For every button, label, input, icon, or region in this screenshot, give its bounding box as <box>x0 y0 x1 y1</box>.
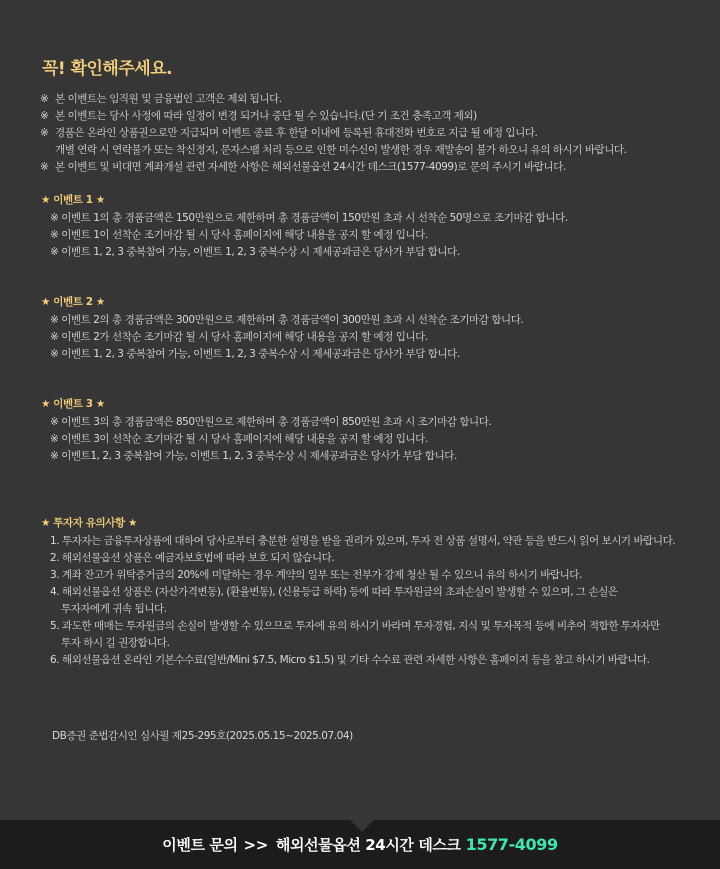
investor-notice-line: 2. 해외선물옵션 상품은 예금자보호법에 따라 보호 되지 않습니다. <box>50 552 335 564</box>
event-3-title: ★ 이벤트 3 ★ <box>41 398 105 410</box>
investor-notice-section <box>41 515 711 669</box>
notice-text: 개별 연락 시 연락불가 또는 착신정지, 문자스팸 처리 등으로 인한 미수신이 발생한 경우 재발송이 불가 하오니 유의 하시기 바랍니다. <box>55 144 627 156</box>
investor-notice-title: ★ 투자자 유의사항 ★ <box>41 517 137 529</box>
event-1-section <box>41 192 711 261</box>
notice-text: 경품은 온라인 상품권으로만 지급되며 이벤트 종료 후 한달 이내에 등록된 휴대전화 번호로 지급 될 예정 입니다. <box>55 127 538 139</box>
event-1-line: ※ 이벤트 1의 총 경품금액은 150만원으로 제한하며 총 경품금액이 150만원 초과 시 선착순 50명으로 조기마감 합니다. <box>50 212 568 224</box>
phone-number-link[interactable]: 1577-4099 <box>465 835 558 854</box>
reference-mark: ※ <box>40 110 49 122</box>
notch-pointer-icon <box>350 820 374 832</box>
investor-notice-line: 1. 투자자는 금융투자상품에 대하여 당사로부터 충분한 설명을 받을 권리가 있으며, 투자 전 상품 설명서, 약관 등을 반드시 읽어 보시기 바랍니다. <box>50 535 676 547</box>
event-3-line: ※ 이벤트1, 2, 3 중복참여 가능, 이벤트 1, 2, 3 중복수상 시 제세공과금은 당사가 부담 합니다. <box>50 450 457 462</box>
double-chevron-icon: >> <box>243 835 268 854</box>
investor-notice-line: 4. 해외선물옵션 상품은 (자산가격변동), (환율변동), (신용등급 하락) 등에 따라 투자원금의 초과손실이 발생할 수 있으며, 그 손실은 <box>50 586 618 598</box>
event-2-line: ※ 이벤트 2가 선착순 조기마감 될 시 당사 홈페이지에 해당 내용을 공지 할 예정 입니다. <box>50 331 428 343</box>
investor-notice-line-continued: 투자자에게 귀속 됩니다. <box>61 603 167 615</box>
event-3-line: ※ 이벤트 3이 선착순 조기마감 될 시 당사 홈페이지에 해당 내용을 공지 할 예정 입니다. <box>50 433 428 445</box>
event-2-line: ※ 이벤트 1, 2, 3 중복참여 가능, 이벤트 1, 2, 3 중복수상 시 제세공과금은 당사가 부담 합니다. <box>50 348 460 360</box>
notice-list <box>40 91 710 176</box>
investor-notice-line: 5. 과도한 매매는 투자원금의 손실이 발생할 수 있으므로 투자에 유의 하시기 바라며 투자경험, 지식 및 투자목적 등에 비추어 적합한 투자자만 <box>50 620 660 632</box>
notice-text: 본 이벤트는 임직원 및 금융법인 고객은 제외 됩니다. <box>55 93 282 105</box>
notice-text: 본 이벤트는 당사 사정에 따라 일정이 변경 되거나 중단 될 수 있습니다.(단 기 조건 충족고객 제외) <box>55 110 477 122</box>
event-2-title: ★ 이벤트 2 ★ <box>41 296 105 308</box>
event-1-line: ※ 이벤트 1이 선착순 조기마감 될 시 당사 홈페이지에 해당 내용을 공지 할 예정 입니다. <box>50 229 428 241</box>
page-title: 꼭! 확인해주세요. <box>42 59 173 79</box>
event-1-line: ※ 이벤트 1, 2, 3 중복참여 가능, 이벤트 1, 2, 3 중복수상 시 제세공과금은 당사가 부담 합니다. <box>50 246 460 258</box>
notice-item-continued <box>40 142 710 159</box>
investor-notice-line: 3. 계좌 잔고가 위탁증거금의 20%에 미달하는 경우 계약의 일부 또는 전부가 강제 청산 될 수 있으니 유의 하시기 바랍니다. <box>50 569 582 581</box>
notice-item <box>40 91 710 108</box>
notice-item <box>40 125 710 142</box>
reference-mark: ※ <box>40 161 49 173</box>
event-3-section <box>41 396 711 465</box>
inquiry-label: 이벤트 문의 <box>162 836 238 854</box>
investor-notice-line: 6. 해외선물옵션 온라인 기본수수료(일반/Mini $7.5, Micro $1.5) 및 기타 수수료 관련 자세한 사항은 홈페이지 등을 참고 하시기 바랍니다. <box>50 654 650 666</box>
event-1-title: ★ 이벤트 1 ★ <box>41 194 105 206</box>
notice-item <box>40 159 710 176</box>
event-2-line: ※ 이벤트 2의 총 경품금액은 300만원으로 제한하며 총 경품금액이 300만원 초과 시 선착순 조기마감 합니다. <box>50 314 524 326</box>
event-2-section <box>41 294 711 363</box>
reference-mark: ※ <box>40 93 49 105</box>
compliance-footnote: DB증권 준법감시인 심사필 제25-295호(2025.05.15~2025.07.04) <box>52 730 353 742</box>
investor-notice-line-continued: 투자 하시 길 권장합니다. <box>61 637 170 649</box>
event-3-line: ※ 이벤트 3의 총 경품금액은 850만원으로 제한하며 총 경품금액이 850만원 초과 시 조기마감 합니다. <box>50 416 492 428</box>
reference-mark: ※ <box>40 127 49 139</box>
desk-name: 해외선물옵션 24시간 데스크 <box>275 836 461 854</box>
notice-item <box>40 108 710 125</box>
notice-text: 본 이벤트 및 비대면 계좌개설 관련 자세한 사항은 해외선물옵션 24시간 데스크(1577-4099)로 문의 주시기 바랍니다. <box>55 161 566 173</box>
